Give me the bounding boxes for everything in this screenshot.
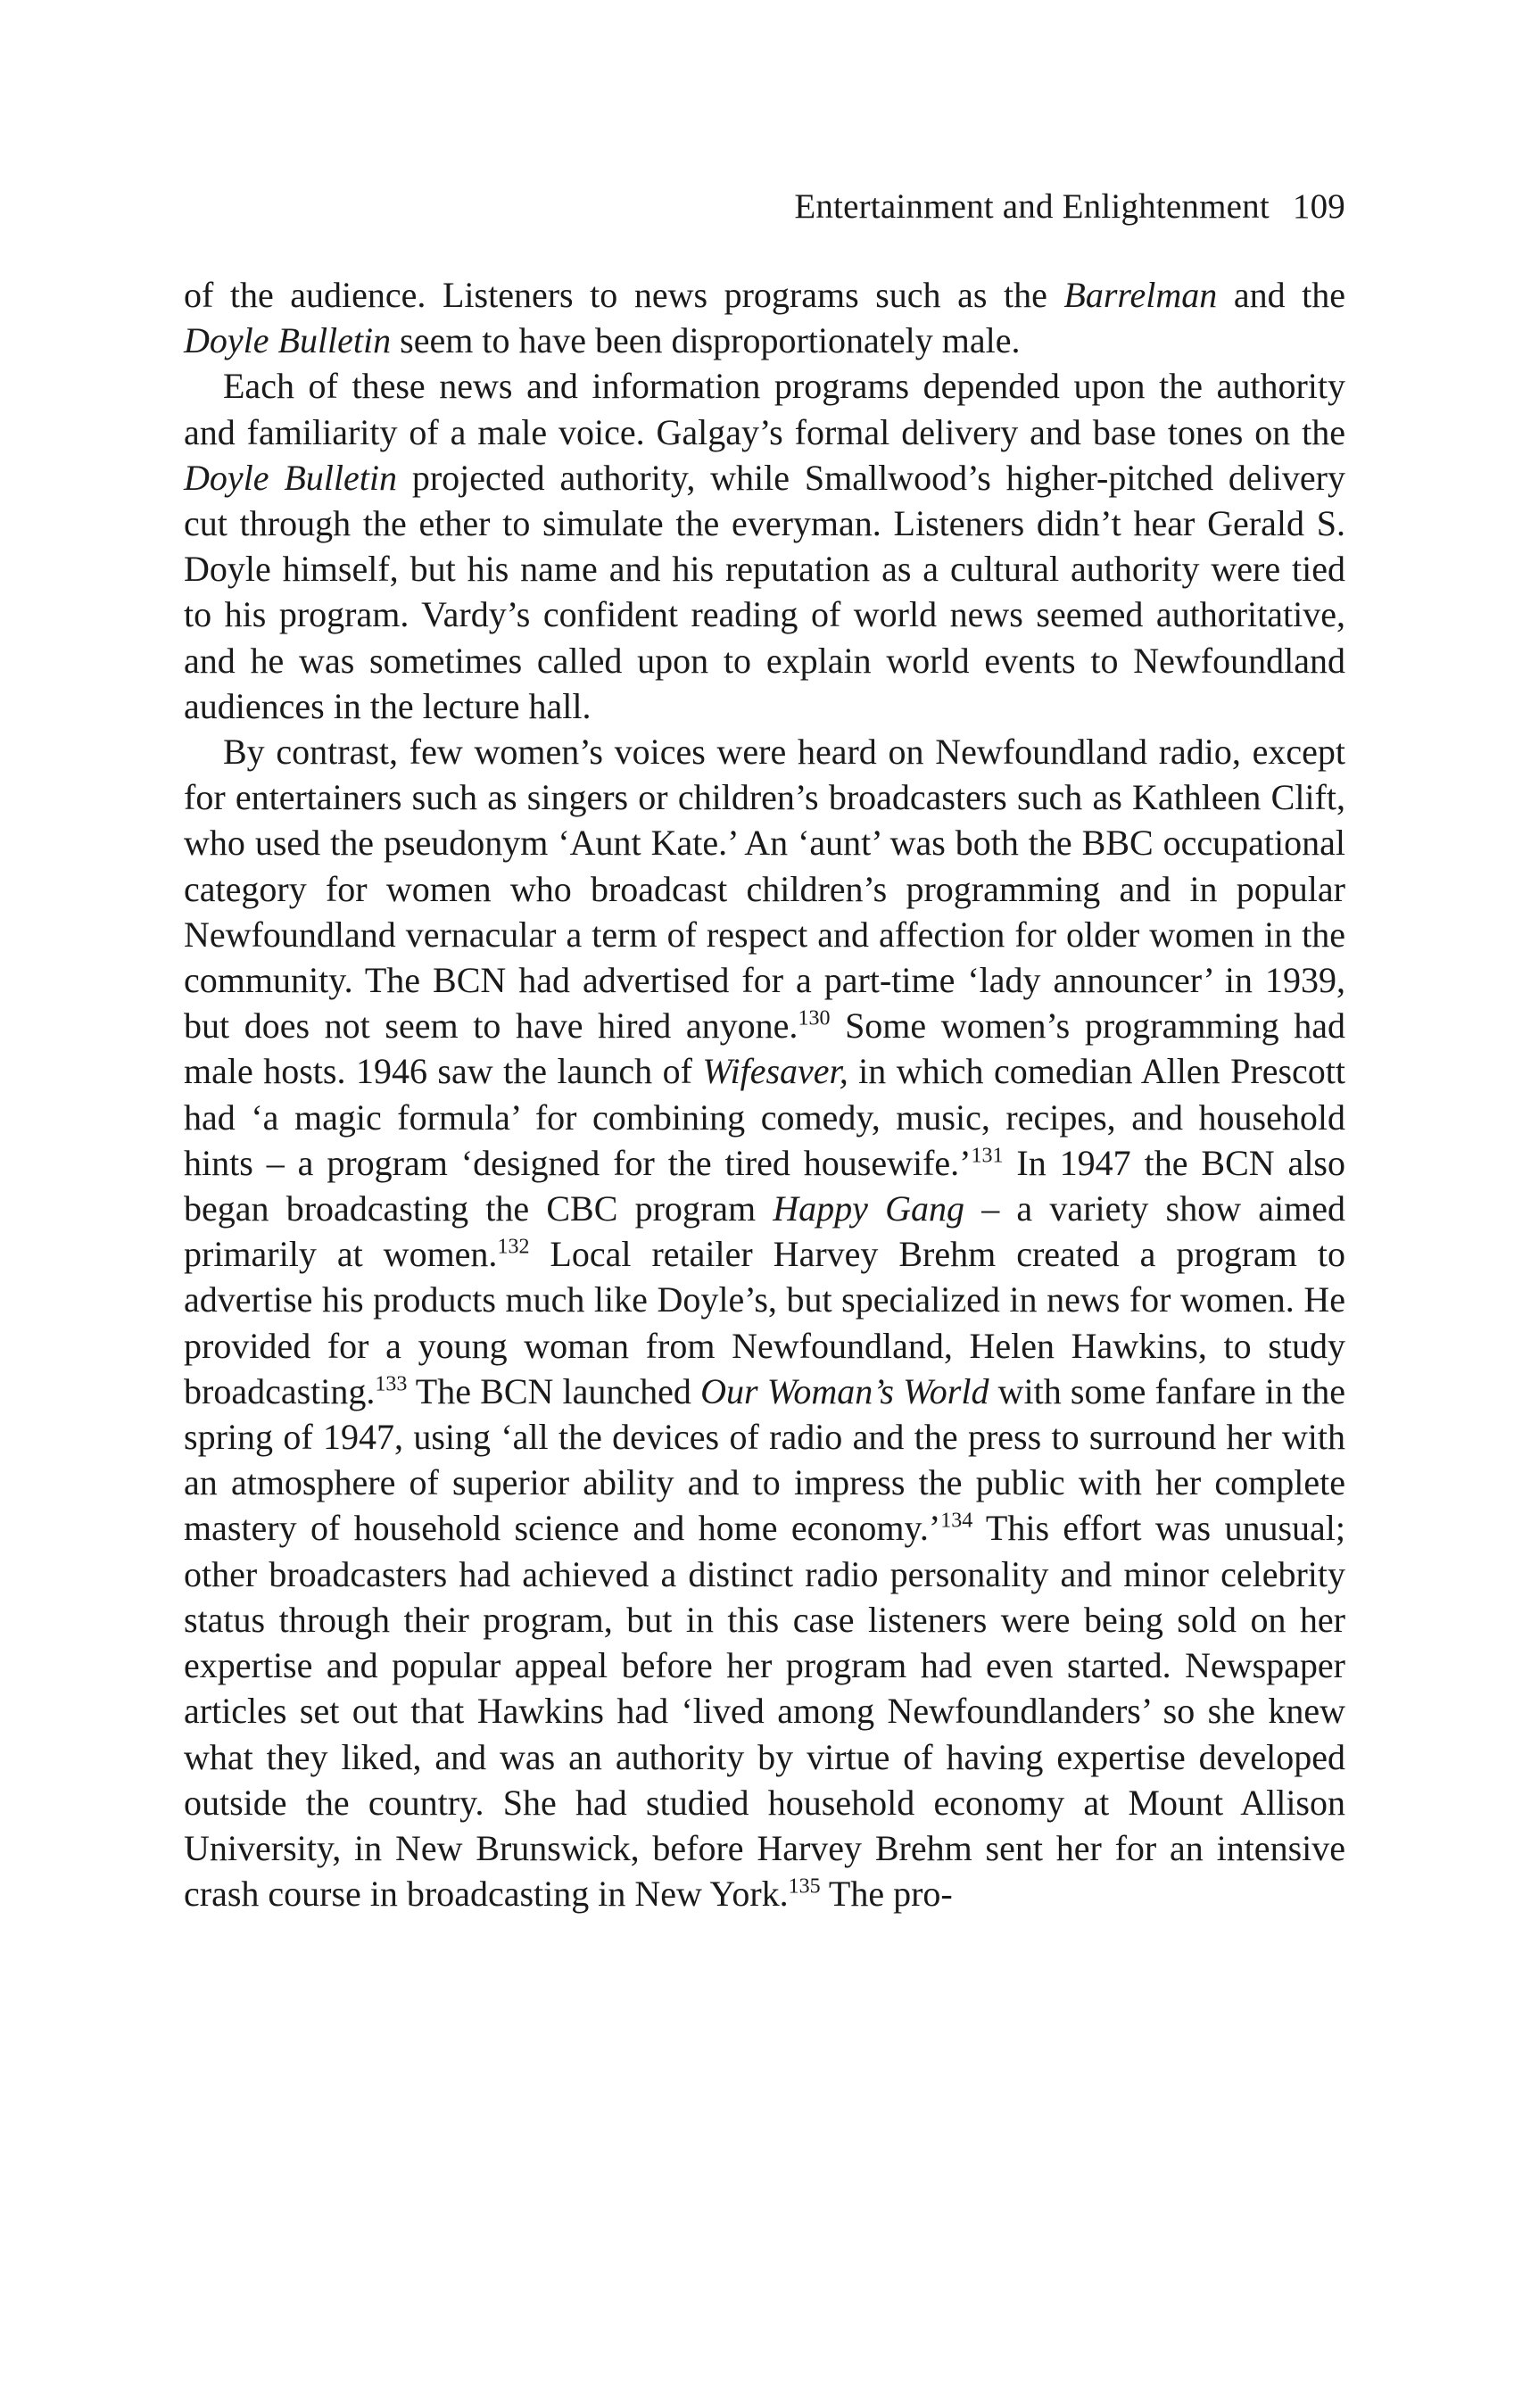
program-title: Wifesaver, bbox=[702, 1051, 848, 1092]
footnote-reference: 130 bbox=[798, 1006, 831, 1030]
text-run: – a variety show aimed primarily at women. bbox=[184, 1188, 1346, 1275]
program-title: Doyle Bulletin bbox=[184, 320, 392, 361]
paragraph-1 bbox=[184, 272, 1345, 363]
running-head-title: Entertainment and Enlightenment bbox=[794, 187, 1270, 226]
footnote-reference: 133 bbox=[375, 1372, 408, 1396]
running-head bbox=[184, 186, 1345, 228]
text-run: In 1947 the BCN also began broadcasting the CBC program bbox=[184, 1142, 1345, 1229]
text-run: and the bbox=[1217, 275, 1346, 315]
body-text bbox=[184, 272, 1345, 1916]
program-title: Happy Gang bbox=[773, 1188, 965, 1229]
text-run: The pro- bbox=[820, 1874, 953, 1915]
text-run: This effort was unusual; other broadcasters had achieved a distinct radio personality and minor celebrity status through their program, but in this case listeners were being sold on her expertise and popular appeal before her program had even started. Newspaper articles set out that Hawkins had ‘lived among Newfoundlanders’ so she knew what they liked, and was an authority by virtue of having expertise developed outside the country. She had studied household economy at Mount Allison University, in New Brunswick, before Harvey Brehm sent her for an intensive crash course in broadcasting in New York. bbox=[184, 1508, 1345, 1915]
footnote-reference: 131 bbox=[971, 1144, 1004, 1168]
paragraph-3 bbox=[184, 729, 1345, 1916]
footnote-reference: 132 bbox=[497, 1235, 530, 1259]
paragraph-2 bbox=[184, 363, 1345, 729]
program-title: Doyle Bulletin bbox=[184, 457, 397, 498]
footnote-reference: 135 bbox=[788, 1874, 821, 1899]
program-title: Our Woman’s World bbox=[700, 1370, 989, 1411]
page-number: 109 bbox=[1292, 187, 1345, 226]
text-run: seem to have been disproportionately male. bbox=[391, 320, 1021, 361]
text-run: of the audience. Listeners to news programs such as the bbox=[184, 275, 1064, 315]
footnote-reference: 134 bbox=[940, 1510, 973, 1534]
text-run: with some fanfare in the spring of 1947, using ‘all the devices of radio and the press to surround her with an atmosphere of superior ability and to impress the public with her complete mastery of household science and home economy.’ bbox=[184, 1370, 1346, 1549]
text-run: The BCN launched bbox=[407, 1370, 701, 1411]
text-run: projected authority, while Smallwood’s higher-pitched delivery cut through the ether to simulate the everyman. Listeners didn’t hear Gerald S. Doyle himself, but his name and his reputation as a cultural authority were tied to his program. Vardy’s confident reading of world news seemed authoritative, and he was sometimes called upon to explain world events to Newfoundland audiences in the lecture hall. bbox=[184, 457, 1345, 726]
text-run: Each of these news and information programs depended upon the authority and familiarity of a male voice. Galgay’s formal delivery and base tones on the bbox=[184, 366, 1345, 452]
text-run: Local retailer Harvey Brehm created a program to advertise his products much like Doyle’s, but specialized in news for women. He provided for a young woman from Newfoundland, Helen Hawkins, to study broadcasting. bbox=[184, 1234, 1346, 1411]
text-run: Some women’s programming had male hosts. 1946 saw the launch of bbox=[184, 1005, 1345, 1092]
text-run: By contrast, few women’s voices were heard on Newfoundland radio, except for entertainers such as singers or children’s broadcasters such as Kathleen Clift, who used the pseudonym ‘Aunt Kate.’ An ‘aunt’ was both the BBC occupational category for women who broadcast children’s programming and in popular Newfoundland vernacular a term of respect and affection for older women in the community. The BCN had advertised for a part-time ‘lady announcer’ in 1939, but does not seem to have hired anyone. bbox=[184, 732, 1345, 1047]
program-title: Barrelman bbox=[1063, 275, 1218, 315]
text-run: in which comedian Allen Prescott had ‘a magic formula’ for combining comedy, music, recipes, and household hints – a program ‘designed for the tired housewife.’ bbox=[184, 1051, 1346, 1183]
